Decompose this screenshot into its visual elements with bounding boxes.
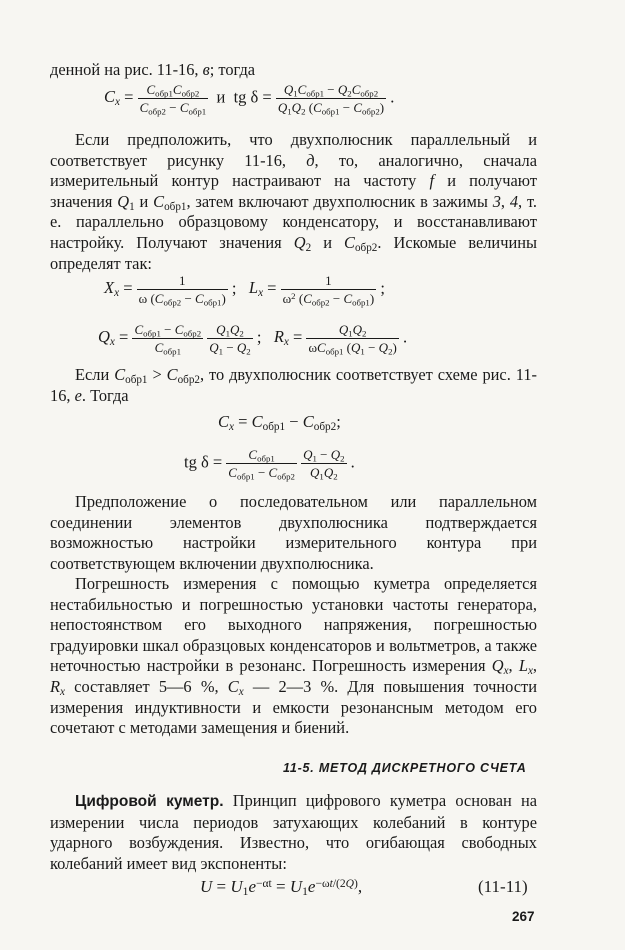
section-heading: 11-5. МЕТОД ДИСКРЕТНОГО СЧЕТА (283, 761, 527, 775)
runin-title: Цифровой куметр. (75, 793, 224, 810)
equation-xx-lx: $X_x$ = $\frac{1}{\omega (C_{обр2} - C_{обр1})}$ ; $L_x$ = $\frac{1}{\omega^2 (C_{обр2} - C_{обр1})}$ ; (104, 273, 385, 308)
paragraph-error: Погрешность измерения с помощью куметра определяется нестабильностью и погрешностью установки частоты генератора, непостоянством его выходного напряжения, погрешностью градуировки шкал образцовых конденсаторов и вольтметров, а также неточностью настройки в резонанс. Погрешность измерения $Q_x$, $L_x$, $R_x$ составляет 5—6 %, $C_x$ — 2—3 %. Для повышения точности измерения индуктивности и емкости резонансным методом его сочетают с методами замещения и биений. (50, 574, 537, 738)
intro-line: денной на рис. 11-16, в; тогда (50, 60, 256, 79)
equation-parallel-cx: $C_x = C_{обр1} - C_{обр2}$; (218, 412, 341, 434)
equation-envelope: $U = U_1e^{-\alpha t} = U_1e^{-\omega t/(2Q)}$, (200, 876, 363, 899)
equation-qx-rx: $Q_x$ = $\frac{C_{обр1} - C_{обр2}}{C_{обр1}}$ $\frac{Q_1Q_2}{Q_1 - Q_2}$ ; $R_x$ = $\frac{Q_1Q_2}{\omega C_{обр1} (Q_1 - Q_2)}$ . (98, 322, 408, 357)
paragraph-digital-qmeter (50, 791, 537, 874)
equation-parallel-tgd: tg δ = $\frac{C_{обр1}}{C_{обр1} - C_{обр2}}$ $\frac{Q_1 - Q_2}{Q_1Q_2}$ . (184, 447, 355, 482)
equation-series-cx-tgd: $C_x$ = $\frac{C_{обр1}C_{обр2}}{C_{обр2} - C_{обр1}}$ и tg δ = $\frac{Q_1C_{обр1} - Q_2C_{обр2}}{Q_1Q_2 (C_{обр1} - C_{обр2})}$ . (104, 82, 395, 117)
paragraph-parallel: Если предположить, что двухполюсник параллельный и соответствует рисунку 11-16, д, то, аналогично, сначала измерительный контур настраивают на частоту f и получают значения $Q_1$ и $C_{обр1}$, затем включают двухполюсник в зажимы 3, 4, т. е. параллельно образцовому конденсатору, и восстанавливают настройку. Получают значения $Q_2$ и $C_{обр2}$. Искомые величины определят так: (50, 130, 538, 273)
paragraph-digital-text: Принцип цифрового куметра основан на измерении числа периодов затухающих колебаний в контуре ударного возбуждения. Известно, что огибающая свободных колебаний имеет вид экспоненты: (50, 791, 537, 873)
equation-number: (11-11) (478, 877, 528, 896)
page-number: 267 (512, 909, 535, 924)
paragraph-condition: Если $C_{обр1} > C_{обр2}$, то двухполюсник соответствует схеме рис. 11-16, е. Тогда (50, 365, 537, 405)
paragraph-assumption: Предположение о последовательном или параллельном соединении элементов двухполюсника подтверждается возможностью настройки измерительного контура при соответствующем включении двухполюсника. (50, 492, 537, 573)
